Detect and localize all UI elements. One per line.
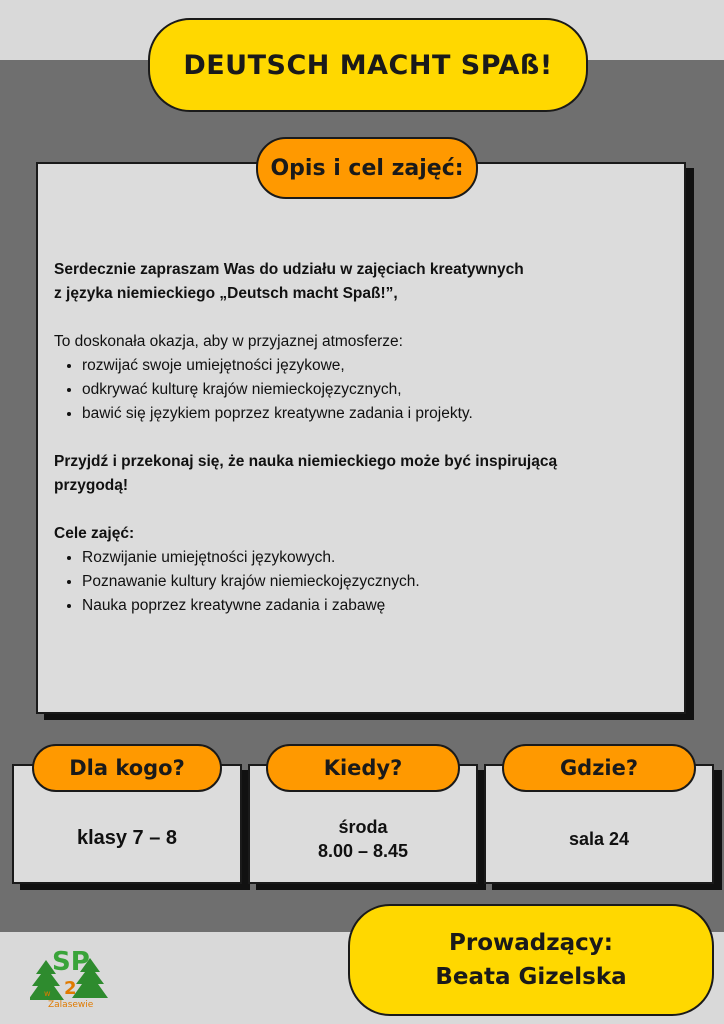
- list-item: • Rozwijanie umiejętności językowych.: [82, 546, 654, 570]
- invitation-line-1: Przyjdź i przekonaj się, że nauka niemieckiego może być inspirującą: [54, 453, 558, 470]
- when-value: [248, 804, 478, 874]
- school-logo: [30, 940, 110, 1010]
- logo-w: w: [44, 989, 51, 998]
- logo-letters: SP: [52, 947, 90, 977]
- who-value: klasy 7 – 8: [76, 826, 178, 849]
- list-item: • rozwijać swoje umiejętności językowe,: [82, 354, 654, 378]
- invitation-line-2: przygodą!: [54, 477, 129, 494]
- logo-number: 2: [64, 978, 77, 999]
- when-day: środa: [338, 817, 388, 837]
- leader-name: Beata Gizelska: [435, 964, 627, 990]
- goals-heading: Cele zajęć:: [54, 525, 135, 542]
- list-item: • bawić się językiem poprzez kreatywne zadania i projekty.: [82, 402, 654, 426]
- opportunity-list: [54, 354, 654, 426]
- where-heading: Gdzie?: [502, 744, 696, 792]
- list-item: • Nauka poprzez kreatywne zadania i zabawę: [82, 594, 654, 618]
- list-item: • odkrywać kulturę krajów niemieckojęzycznych,: [82, 378, 654, 402]
- when-time: 8.00 – 8.45: [317, 841, 409, 861]
- description-heading: Opis i cel zajęć:: [256, 137, 478, 199]
- page-title: DEUTSCH MACHT SPAß!: [148, 18, 588, 112]
- who-heading: Dla kogo?: [32, 744, 222, 792]
- list-item: • Poznawanie kultury krajów niemieckojęzycznych.: [82, 570, 654, 594]
- logo-place: Zalasewie: [48, 1000, 94, 1010]
- where-value: sala 24: [568, 828, 630, 849]
- intro-line-2: z języka niemieckiego „Deutsch macht Spaß!”,: [54, 285, 398, 302]
- description-content: [54, 258, 654, 618]
- opportunity-text: To doskonała okazja, aby w przyjaznej atmosferze:: [54, 333, 403, 350]
- goals-list: [54, 546, 654, 618]
- leader-label: Prowadzący:: [449, 930, 613, 956]
- leader-box: [348, 904, 714, 1016]
- intro-line-1: Serdecznie zapraszam Was do udziału w zajęciach kreatywnych: [54, 261, 524, 278]
- when-heading: Kiedy?: [266, 744, 460, 792]
